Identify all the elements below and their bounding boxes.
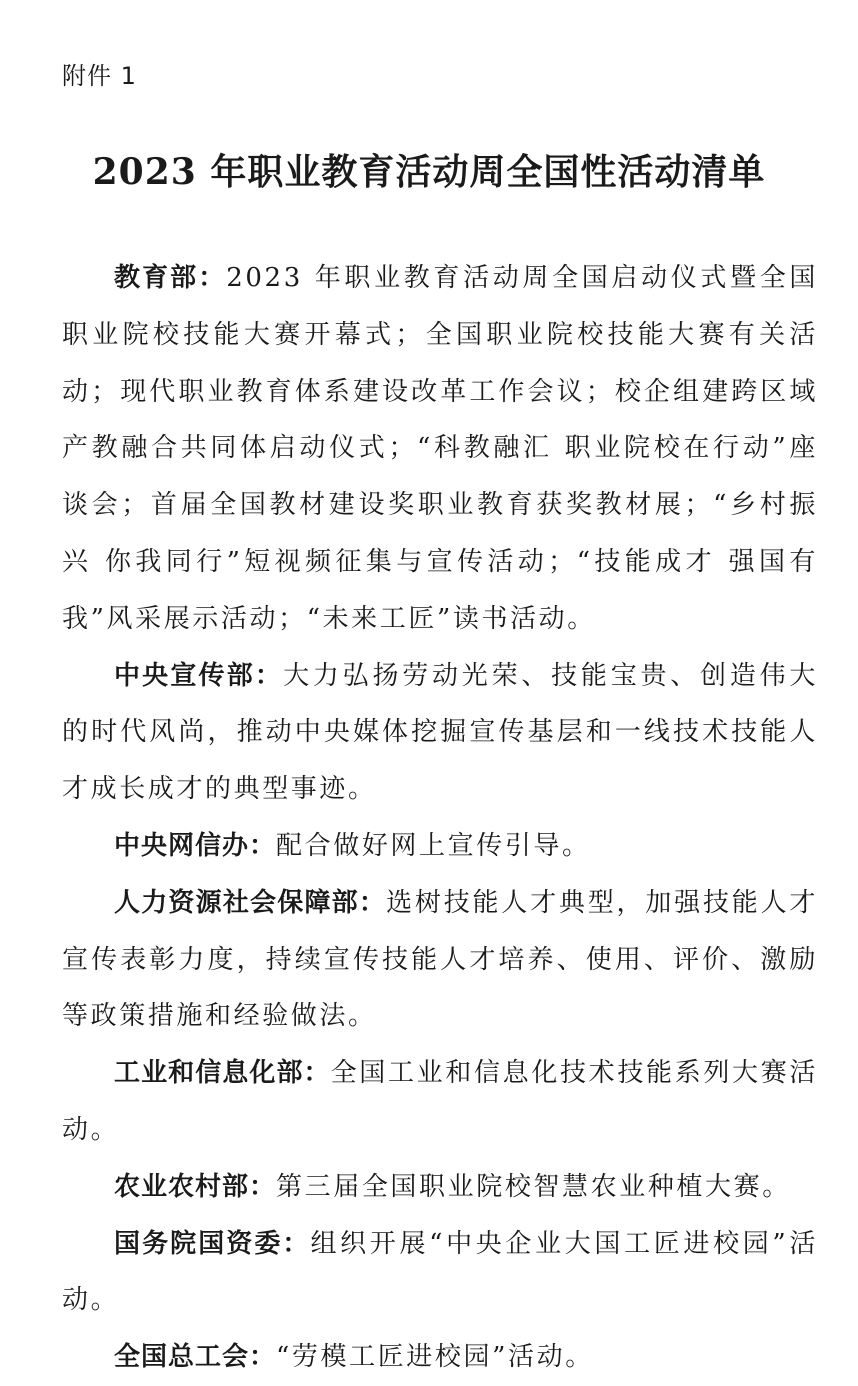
department-name: 全国总工会： [114,1342,277,1373]
attachment-label: 附件 1 [62,62,137,90]
department-name: 工业和信息化部： [114,1058,331,1089]
activity-text: 组织开展“中央企业大国工匠进校园”活动。 [62,1228,818,1316]
list-item [62,1329,818,1386]
list-item [62,250,818,648]
activity-text: 选树技能人才典型，加强技能人才宣传表彰力度，持续宣传技能人才培养、使用、评价、激励等政策措施和经验做法。 [62,887,818,1032]
activity-text: 大力弘扬劳动光荣、技能宝贵、创造伟大的时代风尚，推动中央媒体挖掘宣传基层和一线技术技能人才成长成才的典型事迹。 [62,660,818,805]
list-item [62,875,818,1045]
list-item [62,1216,818,1330]
list-item [62,1159,818,1216]
department-name: 中央宣传部： [114,660,284,691]
activity-text: 第三届全国职业院校智慧农业种植大赛。 [276,1171,791,1202]
department-name: 中央网信办： [114,830,277,861]
list-item [62,648,818,818]
activity-text: “劳模工匠进校园”活动。 [276,1342,594,1373]
list-item [62,1045,818,1159]
document-title: 2023 年职业教育活动周全国性活动清单 [92,151,766,193]
list-item [62,818,818,875]
activity-text: 2023 年职业教育活动周全国启动仪式暨全国职业院校技能大赛开幕式；全国职业院校技能大赛有关活动；现代职业教育体系建设改革工作会议；校企组建跨区域产教融合共同体启动仪式；“科教融汇 职业院校在行动”座谈会；首届全国教材建设奖职业教育获奖教材展；“乡村振兴 你我同行”短视频征集与宣传活动；“技能成才 强国有我”风采展示活动；“未来工匠”读书活动。 [62,263,818,634]
activity-list [62,250,818,1386]
department-name: 人力资源社会保障部： [114,887,387,918]
department-name: 教育部： [114,263,227,293]
department-name: 农业农村部： [114,1171,277,1202]
activity-text: 全国工业和信息化技术技能系列大赛活动。 [62,1058,818,1145]
department-name: 国务院国资委： [114,1228,311,1259]
activity-text: 配合做好网上宣传引导。 [276,830,591,861]
